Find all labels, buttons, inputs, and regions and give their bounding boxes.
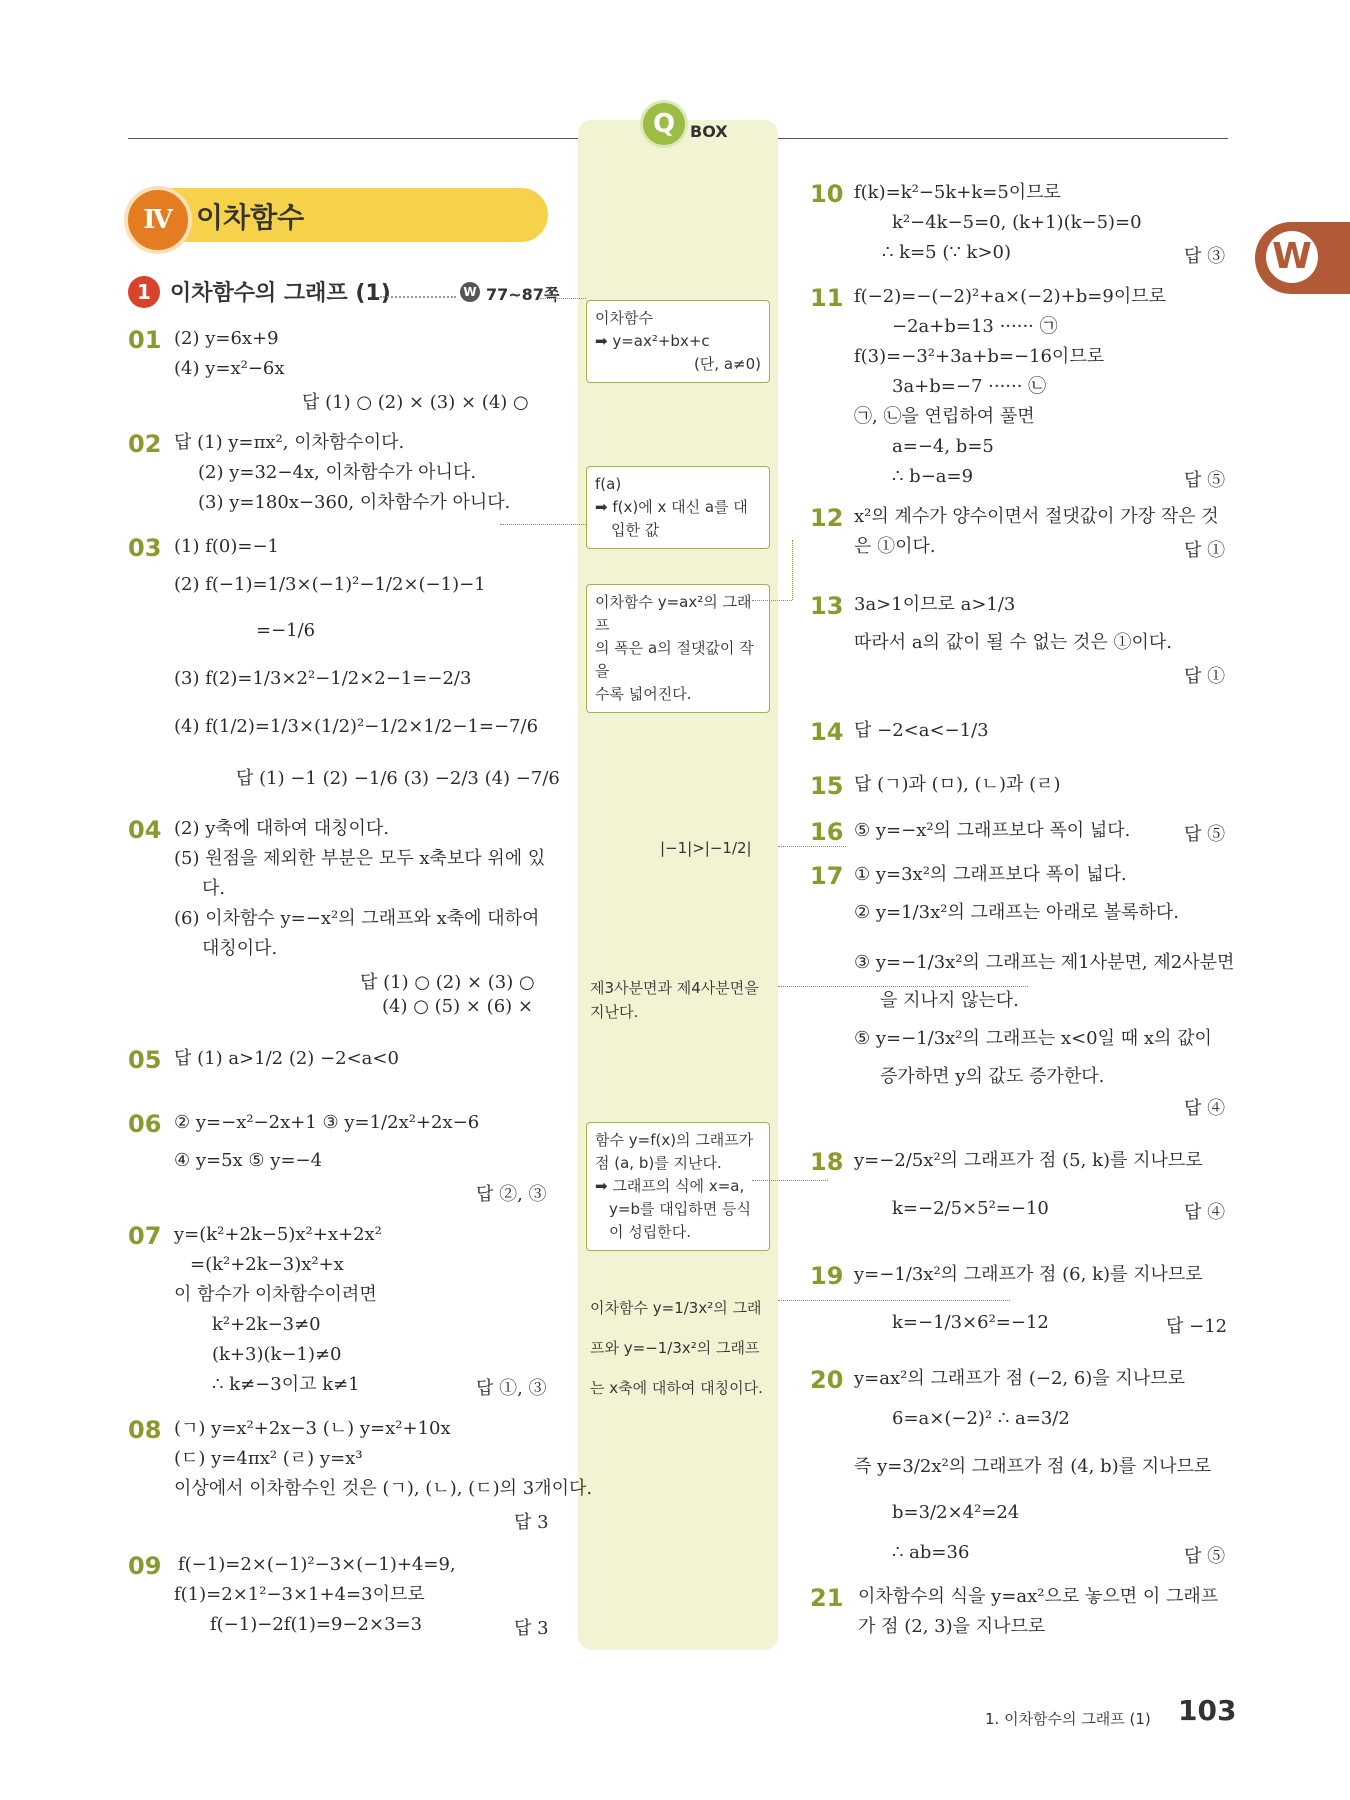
- solution-line: f(−2)=−(−2)²+a×(−2)+b=9이므로: [854, 286, 1166, 307]
- chapter-title: 이차함수: [196, 201, 305, 234]
- problem-number: 21: [810, 1584, 844, 1612]
- solution-line: (2) y축에 대하여 대칭이다.: [174, 818, 390, 839]
- qbox-line: 제3사분면과 제4사분면을: [590, 979, 759, 997]
- solution-line: y=(k²+2k−5)x²+x+2x²: [174, 1224, 382, 1245]
- qbox-line: ➡ y=ax²+bx+c: [595, 332, 710, 350]
- problem-number: 12: [810, 504, 844, 532]
- solution-line: ∴ k≠−3이고 k≠1: [212, 1374, 360, 1395]
- box-label: BOX: [690, 122, 728, 141]
- solution-line: ② y=1/3x²의 그래프는 아래로 볼록하다.: [854, 902, 1179, 923]
- qbox-note: [586, 1122, 770, 1251]
- solution-line: 증가하면 y의 값도 증가한다.: [880, 1066, 1105, 1087]
- qbox-line: y=b를 대입하면 등식: [609, 1200, 751, 1218]
- solution-line: f(−1)−2f(1)=9−2×3=3: [210, 1614, 423, 1635]
- solution-line: −2a+b=13 ······ ㉠: [892, 316, 1058, 337]
- solution-line: a=−4, b=5: [892, 436, 994, 457]
- solution-line: f(1)=2×1²−3×1+4=3이므로: [174, 1584, 425, 1605]
- answer: 답 ①: [1184, 666, 1226, 687]
- section-leader-dots: [380, 296, 456, 298]
- qbox-line: 함수 y=f(x)의 그래프가: [595, 1131, 754, 1149]
- solution-line: f(−1)=2×(−1)²−3×(−1)+4=9,: [178, 1554, 456, 1575]
- qbox-line: (단, a≠0): [693, 355, 761, 373]
- qbox-line: ➡ f(x)에 x 대신 a를 대: [595, 498, 748, 516]
- answer: 답 −12: [1166, 1316, 1228, 1337]
- solution-line: ∴ k=5 (∵ k>0): [882, 242, 1011, 263]
- qbox-line: 이차함수 y=1/3x²의 그래: [590, 1299, 762, 1317]
- problem-number: 18: [810, 1148, 844, 1176]
- solution-line: x²의 계수가 양수이면서 절댓값이 가장 작은 것: [854, 506, 1219, 527]
- solution-line: 을 지나지 않는다.: [880, 990, 1019, 1011]
- solution-line: (2) y=32−4x, 이차함수가 아니다.: [198, 462, 477, 483]
- solution-line: (6) 이차함수 y=−x²의 그래프와 x축에 대하여: [174, 908, 540, 929]
- solution-line: 이차함수의 식을 y=ax²으로 놓으면 이 그래프: [858, 1586, 1219, 1607]
- section-pages: 77~87쪽: [486, 285, 560, 304]
- connector: [778, 1300, 1010, 1301]
- solution-line: 은 ①이다.: [854, 536, 936, 557]
- qbox-note: |−1|>|−1/2|: [660, 839, 752, 857]
- q-badge: Q: [640, 100, 688, 148]
- solution-line: (k+3)(k−1)≠0: [212, 1344, 342, 1365]
- section-title: 이차함수의 그래프 (1): [170, 281, 391, 306]
- solution-line: =(k²+2k−3)x²+x: [190, 1254, 344, 1275]
- connector: [500, 524, 586, 525]
- w-icon: W: [1266, 231, 1318, 283]
- solution-line: (2) y=6x+9: [174, 328, 279, 349]
- solution-line: k²−4k−5=0, (k+1)(k−5)=0: [892, 212, 1142, 233]
- solution-line: 답 (1) y=πx², 이차함수이다.: [174, 432, 405, 453]
- solution-line: ㉠, ㉡을 연립하여 풀면: [854, 406, 1035, 427]
- answer: 답 3: [514, 1618, 549, 1639]
- answer: 답 ④: [1184, 1202, 1226, 1223]
- problem-number: 13: [810, 592, 844, 620]
- solution-line: 다.: [202, 878, 226, 899]
- answer: 답 ①: [1184, 540, 1226, 561]
- solution-line: (ㄷ) y=4πx² (ㄹ) y=x³: [174, 1448, 363, 1469]
- problem-number: 02: [128, 430, 162, 458]
- solution-line: ① y=3x²의 그래프보다 폭이 넓다.: [854, 864, 1127, 885]
- solution-line: ∴ ab=36: [892, 1542, 970, 1563]
- solution-line: =−1/6: [256, 620, 316, 641]
- qbox-line: 이차함수: [595, 309, 653, 327]
- solution-line: k²+2k−3≠0: [212, 1314, 321, 1335]
- solution-line: (2) f(−1)=1/3×(−1)²−1/2×(−1)−1: [174, 574, 486, 595]
- qbox-line: 이 성립한다.: [609, 1223, 691, 1241]
- connector: [752, 600, 792, 601]
- solution-line: (4) y=x²−6x: [174, 358, 285, 379]
- answer: 답 ③: [1184, 246, 1226, 267]
- solution-line: ④ y=5x ⑤ y=−4: [174, 1150, 323, 1171]
- solution-line: 답 (1) a>1/2 (2) −2<a<0: [174, 1048, 399, 1069]
- problem-number: 03: [128, 534, 162, 562]
- solution-line: 3a>1이므로 a>1/3: [854, 594, 1016, 615]
- qbox-line: 의 폭은 a의 절댓값이 작을: [595, 639, 754, 680]
- connector: [778, 846, 846, 847]
- qbox-note: [590, 1288, 774, 1408]
- connector: [540, 298, 586, 299]
- problem-number: 01: [128, 326, 162, 354]
- answer: 답 3: [514, 1512, 549, 1533]
- connector: [752, 1180, 828, 1181]
- answer: 답 ①, ③: [476, 1378, 547, 1399]
- qbox-line: 프와 y=−1/3x²의 그래프: [590, 1339, 760, 1357]
- problem-number: 06: [128, 1110, 162, 1138]
- answer: 답 ⑤: [1184, 1546, 1226, 1567]
- problem-number: 09: [128, 1552, 162, 1580]
- problem-number: 19: [810, 1262, 844, 1290]
- solution-line: y=−1/3x²의 그래프가 점 (6, k)를 지나므로: [854, 1264, 1203, 1285]
- solution-line: ② y=−x²−2x+1 ③ y=1/2x²+2x−6: [174, 1112, 480, 1133]
- solution-line: ⑤ y=−x²의 그래프보다 폭이 넓다.: [854, 820, 1131, 841]
- solution-line: (4) f(1/2)=1/3×(1/2)²−1/2×1/2−1=−7/6: [174, 716, 539, 737]
- qbox-note: [590, 976, 770, 1024]
- answer: 답 (1) −1 (2) −1/6 (3) −2/3 (4) −7/6: [236, 768, 560, 789]
- solution-line: f(3)=−3²+3a+b=−16이므로: [854, 346, 1105, 367]
- solution-line: 6=a×(−2)² ∴ a=3/2: [892, 1408, 1070, 1429]
- solution-line: 3a+b=−7 ······ ㉡: [892, 376, 1047, 397]
- chapter-number: Ⅳ: [124, 186, 192, 254]
- connector: [792, 540, 793, 600]
- workbook-icon: W: [460, 282, 480, 302]
- solution-line: y=ax²의 그래프가 점 (−2, 6)을 지나므로: [854, 1368, 1185, 1389]
- qbox-line: 이차함수 y=ax²의 그래프: [595, 593, 752, 634]
- solution-line: 가 점 (2, 3)을 지나므로: [858, 1616, 1046, 1637]
- problem-number: 20: [810, 1366, 844, 1394]
- qbox-line: 수록 넓어진다.: [595, 685, 692, 703]
- solution-line: (1) f(0)=−1: [174, 536, 279, 557]
- solution-line: k=−1/3×6²=−12: [892, 1312, 1049, 1333]
- solution-line: ⑤ y=−1/3x²의 그래프는 x<0일 때 x의 값이: [854, 1028, 1212, 1049]
- qbox-note: [586, 466, 770, 549]
- problem-number: 15: [810, 772, 844, 800]
- answer: (4) ○ (5) × (6) ×: [382, 996, 533, 1017]
- solution-line: f(k)=k²−5k+k=5이므로: [854, 182, 1061, 203]
- solution-line: 답 (ㄱ)과 (ㅁ), (ㄴ)과 (ㄹ): [854, 774, 1061, 795]
- solution-line: 답 −2<a<−1/3: [854, 720, 989, 741]
- qbox-line: 는 x축에 대하여 대칭이다.: [590, 1379, 763, 1397]
- solution-line: (5) 원점을 제외한 부분은 모두 x축보다 위에 있: [174, 848, 546, 869]
- qbox-line: 입한 값: [611, 521, 660, 539]
- answer: 답 (1) ○ (2) × (3) ○: [360, 972, 535, 993]
- solution-line: 이상에서 이차함수인 것은 (ㄱ), (ㄴ), (ㄷ)의 3개이다.: [174, 1478, 593, 1499]
- footer-section-label: 1. 이차함수의 그래프 (1): [985, 1710, 1151, 1728]
- qbox-line: 지난다.: [590, 1003, 639, 1021]
- problem-number: 16: [810, 818, 844, 846]
- page-number: 103: [1178, 1694, 1237, 1727]
- connector: [778, 986, 1028, 987]
- qbox-note: [586, 300, 770, 383]
- answer: 답 (1) ○ (2) × (3) × (4) ○: [302, 392, 529, 413]
- section-number: 1: [128, 276, 160, 308]
- solution-line: 이 함수가 이차함수이려면: [174, 1284, 377, 1305]
- answer: 답 ⑤: [1184, 824, 1226, 845]
- problem-number: 10: [810, 180, 844, 208]
- problem-number: 07: [128, 1222, 162, 1250]
- solution-line: y=−2/5x²의 그래프가 점 (5, k)를 지나므로: [854, 1150, 1203, 1171]
- answer: 답 ②, ③: [476, 1184, 547, 1205]
- answer: 답 ⑤: [1184, 470, 1226, 491]
- solution-line: ③ y=−1/3x²의 그래프는 제1사분면, 제2사분면: [854, 952, 1235, 973]
- solution-line: (ㄱ) y=x²+2x−3 (ㄴ) y=x²+10x: [174, 1418, 451, 1439]
- problem-number: 11: [810, 284, 844, 312]
- solution-line: (3) f(2)=1/3×2²−1/2×2−1=−2/3: [174, 668, 472, 689]
- problem-number: 08: [128, 1416, 162, 1444]
- qbox-note: [586, 584, 770, 713]
- solution-line: b=3/2×4²=24: [892, 1502, 1020, 1523]
- problem-number: 17: [810, 862, 844, 890]
- qbox-line: f(a): [595, 475, 622, 493]
- problem-number: 14: [810, 718, 844, 746]
- solution-line: ∴ b−a=9: [892, 466, 974, 487]
- solution-line: (3) y=180x−360, 이차함수가 아니다.: [198, 492, 511, 513]
- solution-line: 대칭이다.: [202, 938, 278, 959]
- problem-number: 04: [128, 816, 162, 844]
- solution-line: 즉 y=3/2x²의 그래프가 점 (4, b)를 지나므로: [854, 1456, 1212, 1477]
- solution-line: k=−2/5×5²=−10: [892, 1198, 1049, 1219]
- qbox-line: ➡ 그래프의 식에 x=a,: [595, 1177, 745, 1195]
- problem-number: 05: [128, 1046, 162, 1074]
- qbox-line: 점 (a, b)를 지난다.: [595, 1154, 722, 1172]
- solution-line: 따라서 a의 값이 될 수 없는 것은 ①이다.: [854, 632, 1172, 653]
- answer: 답 ④: [1184, 1098, 1226, 1119]
